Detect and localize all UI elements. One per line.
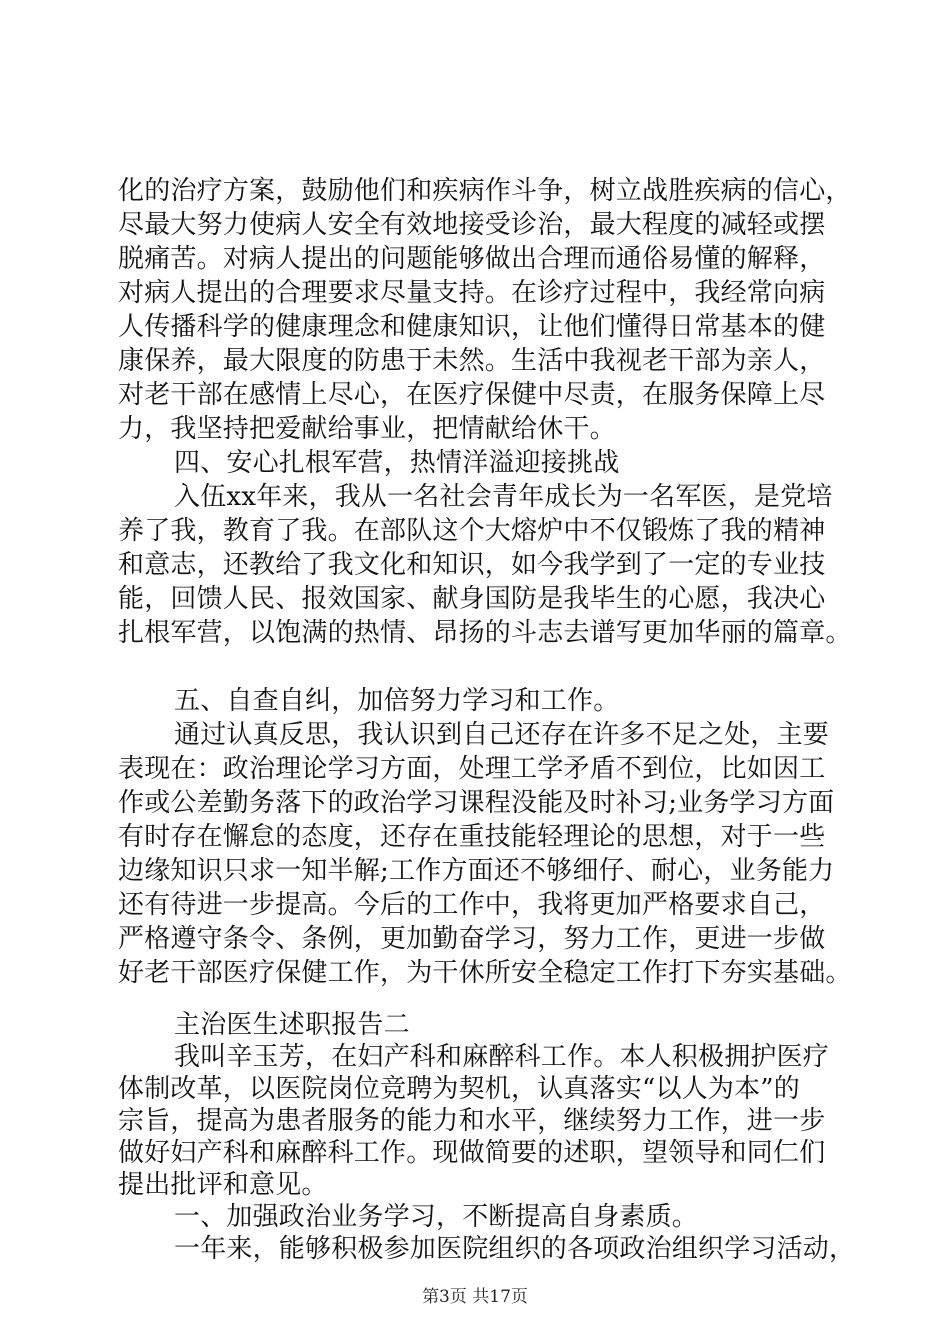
text-line: 脱痛苦。对病人提出的问题能够做出合理而通俗易懂的解释， <box>118 244 826 274</box>
text-line: 力，我坚持把爱献给事业，把情献给休干。 <box>118 414 616 444</box>
text-line: 宗旨，提高为患者服务的能力和水平，继续努力工作，进一步 <box>118 1106 826 1136</box>
report-title: 主治医生述职报告二 <box>174 1010 410 1040</box>
text-line: 对病人提出的合理要求尽量支持。在诊疗过程中，我经常向病 <box>118 278 826 308</box>
text-line: 康保养，最大限度的防患于未然。生活中我视老干部为亲人， <box>118 346 826 376</box>
text-line: 做好妇产科和麻醉科工作。现做简要的述职，望领导和同仁们 <box>118 1138 826 1168</box>
text-line: 人传播科学的健康理念和健康知识，让他们懂得日常基本的健 <box>118 312 826 342</box>
text-line: 扎根军营，以饱满的热情、昂扬的斗志去谱写更加华丽的篇章。 <box>118 618 852 648</box>
text-line: 边缘知识只求一知半解;工作方面还不够细仔、耐心，业务能力 <box>118 856 835 886</box>
section-heading: 五、自查自纠，加倍努力学习和工作。 <box>174 686 620 716</box>
text-line: 体制改革，以医院岗位竞聘为契机，认真落实“以人为本”的 <box>118 1074 800 1104</box>
text-line: 通过认真反思，我认识到自己还存在许多不足之处，主要 <box>174 720 830 750</box>
text-line: 和意志，还教给了我文化和知识，如今我学到了一定的专业技 <box>118 550 826 580</box>
text-line: 养了我，教育了我。在部队这个大熔炉中不仅锻炼了我的精神 <box>118 516 826 546</box>
text-line: 化的治疗方案，鼓励他们和疾病作斗争，树立战胜疾病的信心， <box>118 176 852 206</box>
section-heading: 一、加强政治业务学习，不断提高自身素质。 <box>174 1202 699 1232</box>
text-line: 我叫辛玉芳，在妇产科和麻醉科工作。本人积极拥护医疗 <box>174 1042 830 1072</box>
text-line: 提出批评和意见。 <box>118 1170 328 1200</box>
text-line: 入伍xx年来，我从一名社会青年成长为一名军医，是党培 <box>174 482 833 512</box>
text-line: 作或公差勤务落下的政治学习课程没能及时补习;业务学习方面 <box>118 788 835 818</box>
text-line: 尽最大努力使病人安全有效地接受诊治，最大程度的减轻或摆 <box>118 210 826 240</box>
text-line: 表现在：政治理论学习方面，处理工学矛盾不到位，比如因工 <box>118 754 826 784</box>
text-line: 一年来，能够积极参加医院组织的各项政治组织学习活动， <box>174 1234 856 1264</box>
text-line: 严格遵守条令、条例，更加勤奋学习，努力工作，更进一步做 <box>118 924 826 954</box>
text-line: 有时存在懈怠的态度，还存在重技能轻理论的思想，对于一些 <box>118 822 826 852</box>
page-number: 第3页 共17页 <box>422 1287 528 1307</box>
text-line: 能，回馈人民、报效国家、献身国防是我毕生的心愿，我决心 <box>118 584 826 614</box>
text-line: 对老干部在感情上尽心，在医疗保健中尽责，在服务保障上尽 <box>118 380 826 410</box>
text-line: 好老干部医疗保健工作，为干休所安全稳定工作打下夯实基础。 <box>118 958 852 988</box>
text-line: 还有待进一步提高。今后的工作中，我将更加严格要求自己， <box>118 890 826 920</box>
section-heading: 四、安心扎根军营，热情洋溢迎接挑战 <box>174 448 620 478</box>
